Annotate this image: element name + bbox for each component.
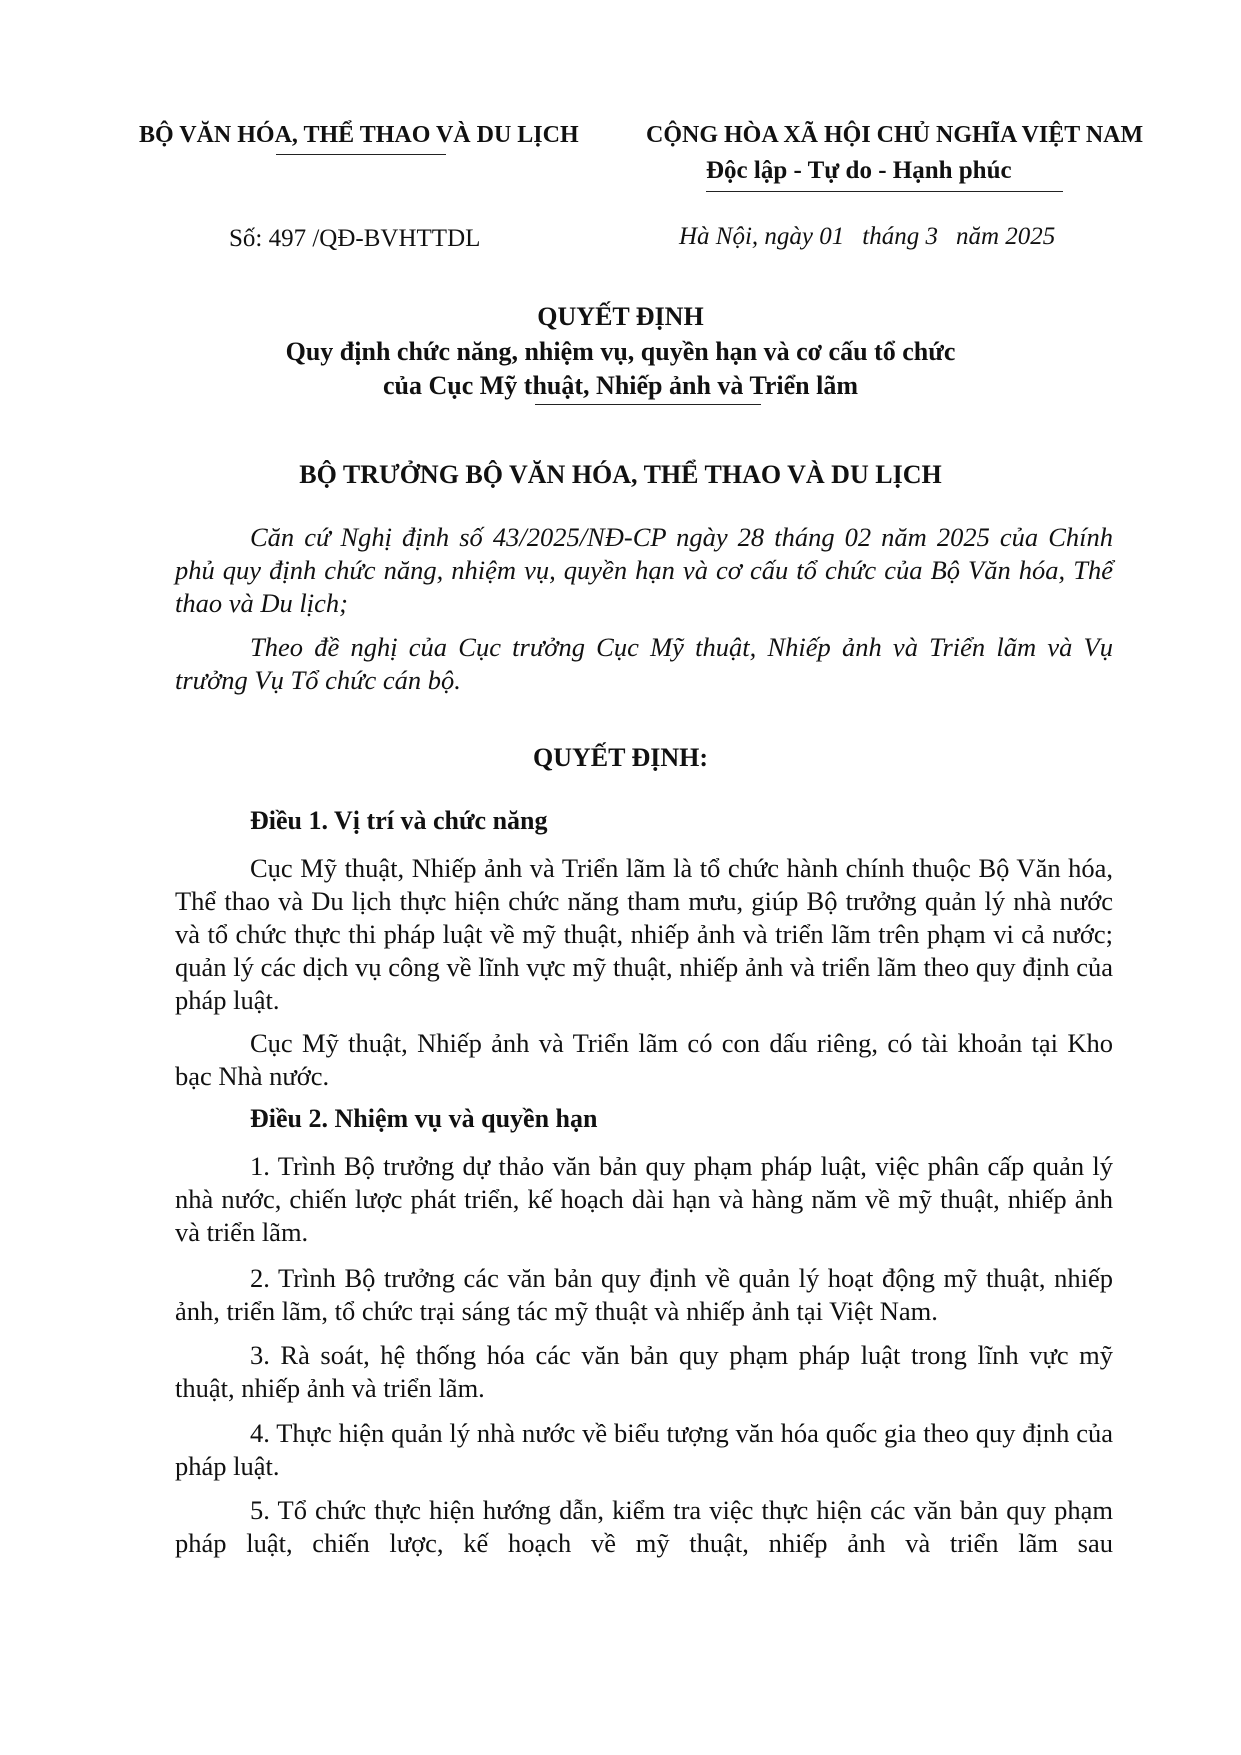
year-value: 2025 (1005, 223, 1056, 250)
document-title-line2: của Cục Mỹ thuật, Nhiếp ảnh và Triển lãm (382, 371, 859, 400)
document-title-line1: Quy định chức năng, nhiệm vụ, quyền hạn và cơ cấu tổ chức (285, 337, 956, 366)
number-label: Số: (229, 225, 263, 252)
article-1-heading: Điều 1. Vị trí và chức năng (250, 806, 548, 835)
article-2-item: 1. Trình Bộ trưởng dự thảo văn bản quy phạm pháp luật, việc phân cấp quản lý nhà nước, chiến lược phát triển, kế hoạch dài hạn và hàng năm về mỹ thuật, nhiếp ảnh và triển lãm. (175, 1151, 1113, 1247)
issuing-authority: BỘ TRƯỞNG BỘ VĂN HÓA, THỂ THAO VÀ DU LỊCH (299, 460, 942, 489)
preamble-proposal: Theo đề nghị của Cục trưởng Cục Mỹ thuật, Nhiếp ảnh và Triển lãm và Vụ trưởng Vụ Tổ chức cán bộ. (175, 632, 1113, 695)
month-label: tháng (862, 223, 920, 250)
place-label: Hà Nội, ngày (679, 223, 814, 250)
document-type: QUYẾT ĐỊNH (537, 302, 704, 331)
article-2-item: 4. Thực hiện quản lý nhà nước về biểu tượng văn hóa quốc gia theo quy định của pháp luật. (175, 1418, 1113, 1481)
month-value: 3 (925, 223, 938, 250)
article-1-paragraph: Cục Mỹ thuật, Nhiếp ảnh và Triển lãm là tổ chức hành chính thuộc Bộ Văn hóa, Thể thao và Du lịch thực hiện chức năng tham mưu, giúp Bộ trưởng quản lý nhà nước và tổ chức thực thi pháp luật về mỹ thuật, nhiếp ảnh và triển lãm trên phạm vi cả nước; quản lý các dịch vụ công về lĩnh vực mỹ thuật, nhiếp ảnh và triển lãm theo quy định của pháp luật. (175, 853, 1113, 1015)
year-label: năm (955, 223, 1000, 250)
country-name: CỘNG HÒA XÃ HỘI CHỦ NGHĨA VIỆT NAM (646, 122, 1144, 148)
article-2-heading: Điều 2. Nhiệm vụ và quyền hạn (250, 1104, 598, 1133)
day-value: 01 (819, 223, 845, 250)
article-2-item: 2. Trình Bộ trưởng các văn bản quy định về quản lý hoạt động mỹ thuật, nhiếp ảnh, triển lãm, tổ chức trại sáng tác mỹ thuật và nhiếp ảnh tại Việt Nam. (175, 1263, 1113, 1326)
article-2-item: 5. Tổ chức thực hiện hướng dẫn, kiểm tra việc thực hiện các văn bản quy phạm pháp luật, chiến lược, kế hoạch về mỹ thuật, nhiếp ảnh và triển lãm sau (175, 1495, 1113, 1558)
national-motto: Độc lập - Tự do - Hạnh phúc (706, 157, 1012, 184)
number-value: 497 (268, 225, 307, 252)
decision-heading: QUYẾT ĐỊNH: (532, 743, 709, 772)
document-number (229, 225, 480, 253)
article-2-item: 3. Rà soát, hệ thống hóa các văn bản quy phạm pháp luật trong lĩnh vực mỹ thuật, nhiếp ảnh và triển lãm. (175, 1340, 1113, 1403)
ministry-name: BỘ VĂN HÓA, THỂ THAO VÀ DU LỊCH (139, 122, 579, 148)
article-1-paragraph: Cục Mỹ thuật, Nhiếp ảnh và Triển lãm có con dấu riêng, có tài khoản tại Kho bạc Nhà nước. (175, 1028, 1113, 1091)
motto-underline (706, 191, 1063, 192)
place-and-date (679, 223, 1055, 251)
preamble-legal-basis: Căn cứ Nghị định số 43/2025/NĐ-CP ngày 28 tháng 02 năm 2025 của Chính phủ quy định chức năng, nhiệm vụ, quyền hạn và cơ cấu tổ chức của Bộ Văn hóa, Thể thao và Du lịch; (175, 522, 1113, 618)
title-underline (535, 404, 761, 405)
number-suffix: /QĐ-BVHTTDL (312, 225, 481, 252)
ministry-underline (276, 154, 446, 155)
